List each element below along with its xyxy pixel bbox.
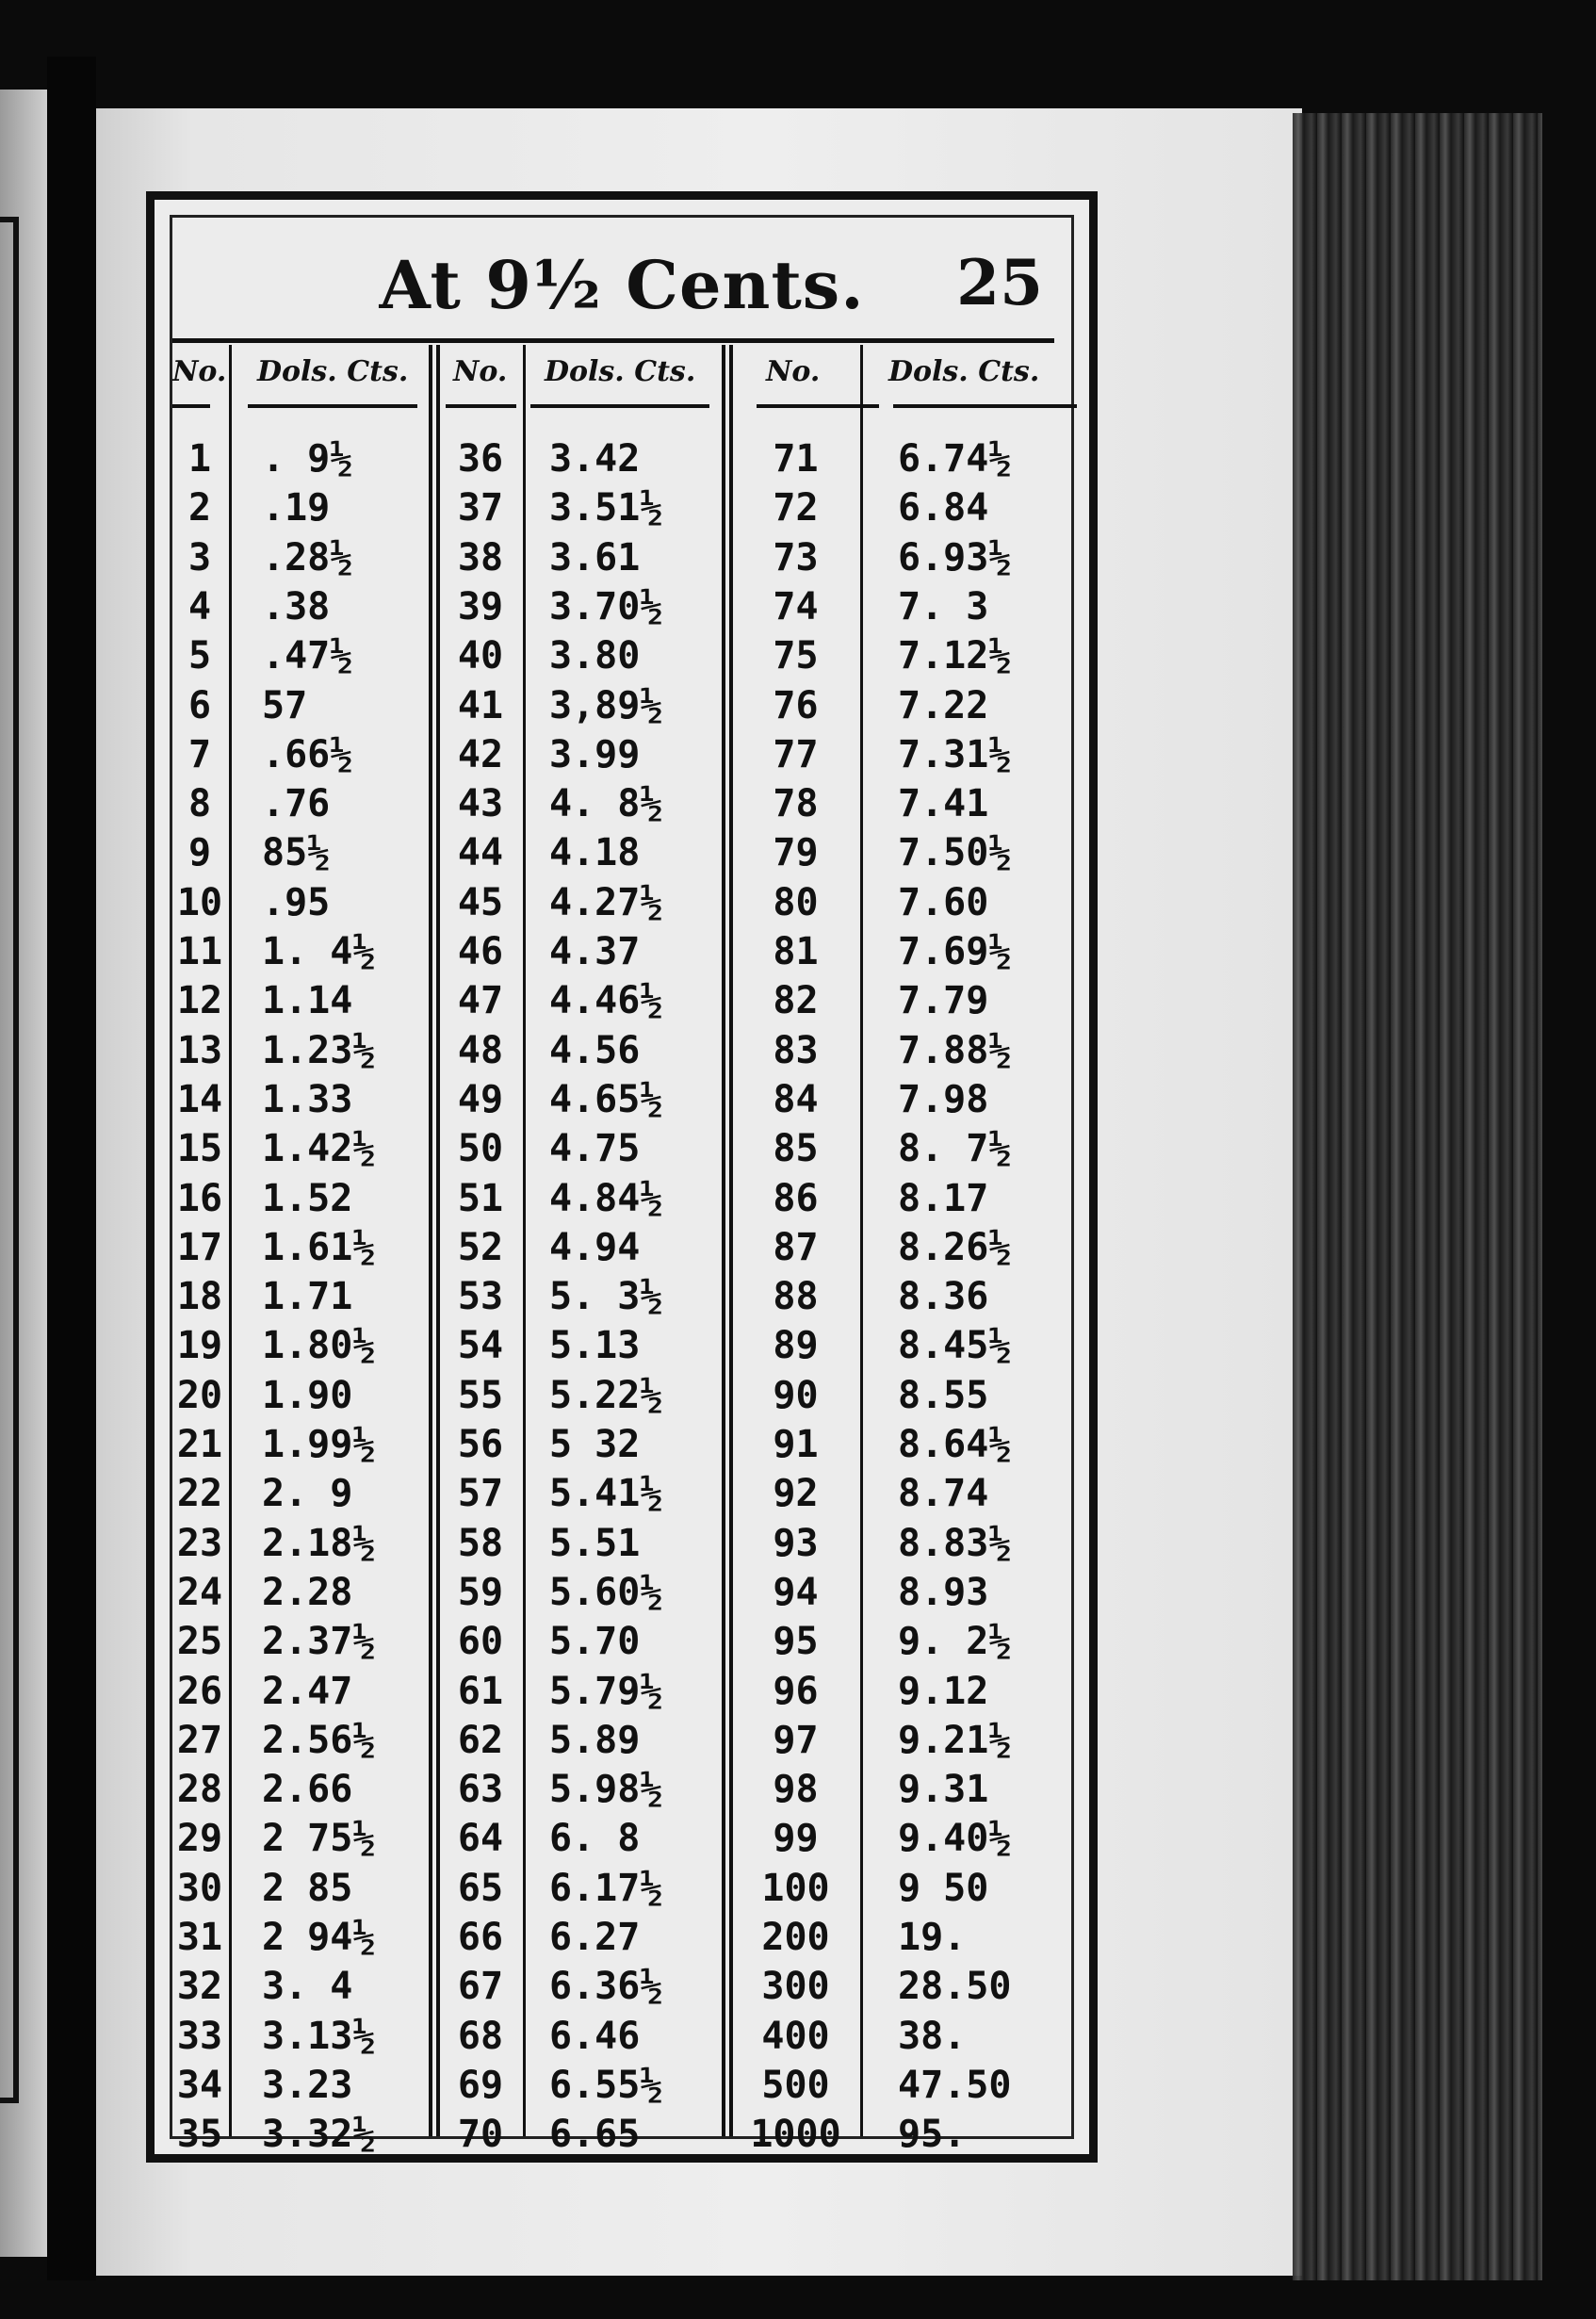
row-amount-col1: 57 <box>262 683 308 727</box>
ready-reckoner-table <box>146 191 1098 2163</box>
row-number-col2: 69 <box>457 2063 504 2107</box>
row-amount-col3: 47.50 <box>898 2063 1012 2107</box>
row-number-col3: 93 <box>773 1521 819 1565</box>
row-amount-col1: 3. 4 <box>262 1965 353 2009</box>
row-number-col1: 15 <box>176 1127 223 1171</box>
row-amount-col2: 3.42 <box>549 437 641 481</box>
table-row <box>172 976 1071 1025</box>
table-row <box>172 1124 1071 1173</box>
row-amount-col3: 9.31 <box>898 1768 989 1812</box>
row-amount-col2: 3.70½ <box>549 584 663 629</box>
row-amount-col2: 6. 8 <box>549 1817 641 1861</box>
row-amount-col1: 2 85 <box>262 1866 353 1910</box>
row-number-col3: 90 <box>773 1373 819 1417</box>
row-number-col3: 86 <box>773 1176 819 1220</box>
row-amount-col2: 3,89½ <box>549 683 663 727</box>
row-amount-col3: 9. 2½ <box>898 1620 1012 1664</box>
row-number-col1: 10 <box>176 880 223 924</box>
dols-cts-header-1: Dols. Cts. <box>257 355 409 388</box>
row-amount-col1: 3.23 <box>262 2063 353 2107</box>
row-number-col2: 59 <box>457 1570 504 1614</box>
row-amount-col2: 6.17½ <box>549 1866 663 1910</box>
table-row <box>172 1371 1071 1420</box>
table-row <box>172 582 1071 631</box>
page-number: 25 <box>956 246 1043 319</box>
row-amount-col1: 2.47 <box>262 1669 353 1713</box>
row-amount-col1: .47½ <box>262 634 353 678</box>
row-number-col2: 40 <box>457 634 504 678</box>
row-amount-col1: .76 <box>262 782 331 826</box>
row-amount-col2: 5.51 <box>549 1521 641 1565</box>
row-amount-col1: 2. 9 <box>262 1472 353 1516</box>
row-number-col1: 35 <box>176 2113 223 2157</box>
row-number-col1: 17 <box>176 1225 223 1269</box>
row-number-col1: 30 <box>176 1866 223 1910</box>
no-header-2: No. <box>453 355 508 388</box>
row-number-col2: 53 <box>457 1275 504 1319</box>
row-amount-col2: 3.80 <box>549 634 641 678</box>
table-inner-frame <box>170 215 1074 2157</box>
row-amount-col1: .38 <box>262 584 331 629</box>
row-number-col2: 70 <box>457 2113 504 2157</box>
table-row <box>172 2012 1071 2061</box>
row-number-col2: 43 <box>457 782 504 826</box>
table-row <box>172 1617 1071 1666</box>
header-underline-4 <box>530 404 709 408</box>
row-amount-col3: 7.22 <box>898 683 989 727</box>
row-number-col2: 51 <box>457 1176 504 1220</box>
row-number-col3: 1000 <box>750 2113 841 2157</box>
table-row <box>172 483 1071 532</box>
row-number-col1: 29 <box>176 1817 223 1861</box>
row-amount-col3: 7.69½ <box>898 930 1012 973</box>
no-header-3: No. <box>766 355 821 388</box>
row-amount-col2: 4.75 <box>549 1127 641 1171</box>
row-amount-col1: 1.71 <box>262 1275 353 1319</box>
row-number-col3: 82 <box>773 979 819 1023</box>
table-row <box>172 878 1071 927</box>
row-amount-col3: 6.84 <box>898 486 989 531</box>
row-number-col3: 500 <box>761 2063 830 2107</box>
row-amount-col2: 3.99 <box>549 732 641 776</box>
row-number-col3: 97 <box>773 1718 819 1762</box>
row-amount-col3: 7.50½ <box>898 831 1012 875</box>
row-amount-col2: 5.60½ <box>549 1570 663 1614</box>
row-amount-col3: 8.17 <box>898 1176 989 1220</box>
row-number-col1: 32 <box>176 1965 223 2009</box>
page-title: At 9½ Cents. <box>379 246 865 324</box>
table-row <box>172 1321 1071 1370</box>
no-header-1: No. <box>172 355 227 388</box>
row-amount-col3: 95. <box>898 2113 967 2157</box>
row-amount-col3: 19. <box>898 1916 967 1959</box>
row-amount-col2: 4.84½ <box>549 1176 663 1220</box>
table-row <box>172 631 1071 680</box>
row-number-col3: 92 <box>773 1472 819 1516</box>
row-amount-col1: 3.32½ <box>262 2113 376 2157</box>
row-number-col3: 200 <box>761 1916 830 1959</box>
table-row <box>172 730 1071 779</box>
row-amount-col1: .95 <box>262 880 331 924</box>
row-number-col2: 65 <box>457 1866 504 1910</box>
row-number-col1: 13 <box>176 1028 223 1072</box>
row-number-col1: 1 <box>187 437 212 481</box>
table-row <box>172 1075 1071 1124</box>
row-amount-col2: 4.46½ <box>549 979 663 1023</box>
row-number-col1: 11 <box>176 930 223 973</box>
column-headers <box>172 348 1071 404</box>
table-row <box>172 1223 1071 1272</box>
row-number-col1: 31 <box>176 1916 223 1959</box>
header-underline-6 <box>893 404 1077 408</box>
row-number-col1: 21 <box>176 1423 223 1466</box>
row-number-col3: 77 <box>773 732 819 776</box>
row-number-col2: 47 <box>457 979 504 1023</box>
row-amount-col3: 7.88½ <box>898 1028 1012 1072</box>
row-number-col2: 56 <box>457 1423 504 1466</box>
row-amount-col1: 2.66 <box>262 1768 353 1812</box>
row-amount-col3: 8.45½ <box>898 1324 1012 1368</box>
row-amount-col3: 8.55 <box>898 1373 989 1417</box>
row-amount-col3: 8.26½ <box>898 1225 1012 1269</box>
row-amount-col3: 9 50 <box>898 1866 989 1910</box>
row-number-col2: 67 <box>457 1965 504 2009</box>
row-number-col3: 88 <box>773 1275 819 1319</box>
table-row <box>172 1519 1071 1568</box>
row-amount-col3: 8.93 <box>898 1570 989 1614</box>
row-amount-col3: 38. <box>898 2014 967 2058</box>
row-number-col1: 25 <box>176 1620 223 1664</box>
row-amount-col3: 6.74½ <box>898 437 1012 481</box>
header-rule <box>172 338 1054 343</box>
row-amount-col2: 5.70 <box>549 1620 641 1664</box>
row-number-col2: 60 <box>457 1620 504 1664</box>
row-number-col2: 62 <box>457 1718 504 1762</box>
row-number-col3: 73 <box>773 535 819 580</box>
row-amount-col3: 7.98 <box>898 1077 989 1121</box>
row-number-col2: 61 <box>457 1669 504 1713</box>
row-amount-col3: 7.41 <box>898 782 989 826</box>
table-row <box>172 1716 1071 1765</box>
row-amount-col2: 5.98½ <box>549 1768 663 1812</box>
row-number-col2: 58 <box>457 1521 504 1565</box>
row-amount-col1: 2 75½ <box>262 1817 376 1861</box>
row-amount-col2: 5.79½ <box>549 1669 663 1713</box>
row-number-col3: 72 <box>773 486 819 531</box>
row-number-col1: 9 <box>187 831 212 875</box>
row-number-col1: 34 <box>176 2063 223 2107</box>
row-number-col2: 41 <box>457 683 504 727</box>
row-number-col3: 74 <box>773 584 819 629</box>
table-row <box>172 828 1071 877</box>
table-row <box>172 2061 1071 2110</box>
row-number-col3: 80 <box>773 880 819 924</box>
row-number-col2: 46 <box>457 930 504 973</box>
row-amount-col3: 7.60 <box>898 880 989 924</box>
row-amount-col1: 2.18½ <box>262 1521 376 1565</box>
table-row <box>172 1420 1071 1469</box>
adjacent-page-edge <box>0 90 47 2257</box>
row-amount-col3: 9.40½ <box>898 1817 1012 1861</box>
row-number-col1: 7 <box>187 732 212 776</box>
row-number-col2: 42 <box>457 732 504 776</box>
row-number-col1: 2 <box>187 486 212 531</box>
row-amount-col1: 1.99½ <box>262 1423 376 1466</box>
row-amount-col2: 4.94 <box>549 1225 641 1269</box>
row-amount-col2: 6.36½ <box>549 1965 663 2009</box>
table-row <box>172 2110 1071 2159</box>
dols-cts-header-2: Dols. Cts. <box>545 355 696 388</box>
row-number-col2: 37 <box>457 486 504 531</box>
table-row <box>172 1667 1071 1716</box>
row-number-col3: 400 <box>761 2014 830 2058</box>
row-amount-col2: 4. 8½ <box>549 782 663 826</box>
row-amount-col2: 6.55½ <box>549 2063 663 2107</box>
row-amount-col2: 5.41½ <box>549 1472 663 1516</box>
row-amount-col1: 1.23½ <box>262 1028 376 1072</box>
table-row <box>172 1174 1071 1223</box>
row-number-col2: 36 <box>457 437 504 481</box>
row-number-col3: 75 <box>773 634 819 678</box>
row-number-col2: 66 <box>457 1916 504 1959</box>
row-amount-col1: 1.61½ <box>262 1225 376 1269</box>
row-number-col1: 24 <box>176 1570 223 1614</box>
row-amount-col3: 9.12 <box>898 1669 989 1713</box>
row-number-col1: 22 <box>176 1472 223 1516</box>
row-number-col2: 38 <box>457 535 504 580</box>
row-number-col2: 44 <box>457 831 504 875</box>
table-row <box>172 779 1071 828</box>
table-row <box>172 1026 1071 1075</box>
row-number-col1: 3 <box>187 535 212 580</box>
row-amount-col1: .66½ <box>262 732 353 776</box>
row-amount-col2: 4.37 <box>549 930 641 973</box>
row-number-col3: 85 <box>773 1127 819 1171</box>
row-number-col2: 39 <box>457 584 504 629</box>
row-amount-col1: 1.14 <box>262 979 353 1023</box>
table-row <box>172 681 1071 730</box>
row-amount-col2: 4.65½ <box>549 1077 663 1121</box>
row-number-col3: 94 <box>773 1570 819 1614</box>
table-row <box>172 533 1071 582</box>
row-amount-col2: 3.61 <box>549 535 641 580</box>
row-number-col2: 55 <box>457 1373 504 1417</box>
book-gutter <box>47 57 96 2280</box>
row-number-col1: 16 <box>176 1176 223 1220</box>
row-number-col3: 100 <box>761 1866 830 1910</box>
row-amount-col1: 2.28 <box>262 1570 353 1614</box>
row-number-col3: 99 <box>773 1817 819 1861</box>
row-number-col3: 98 <box>773 1768 819 1812</box>
row-number-col3: 79 <box>773 831 819 875</box>
table-row <box>172 1469 1071 1518</box>
row-number-col3: 78 <box>773 782 819 826</box>
row-number-col1: 8 <box>187 782 212 826</box>
row-amount-col1: 2.56½ <box>262 1718 376 1762</box>
row-amount-col2: 5. 3½ <box>549 1275 663 1319</box>
table-row <box>172 927 1071 976</box>
table-row <box>172 1864 1071 1913</box>
row-number-col3: 76 <box>773 683 819 727</box>
row-amount-col3: 8. 7½ <box>898 1127 1012 1171</box>
row-number-col1: 33 <box>176 2014 223 2058</box>
table-row <box>172 1913 1071 1962</box>
row-amount-col2: 5.22½ <box>549 1373 663 1417</box>
row-number-col2: 48 <box>457 1028 504 1072</box>
row-number-col2: 68 <box>457 2014 504 2058</box>
table-row <box>172 1765 1071 1814</box>
row-amount-col1: 1.80½ <box>262 1324 376 1368</box>
row-amount-col1: 2.37½ <box>262 1620 376 1664</box>
header-underline-1 <box>172 404 210 408</box>
row-number-col1: 12 <box>176 979 223 1023</box>
row-number-col3: 91 <box>773 1423 819 1466</box>
row-amount-col1: 1.90 <box>262 1373 353 1417</box>
row-number-col2: 54 <box>457 1324 504 1368</box>
table-row <box>172 1814 1071 1863</box>
row-amount-col2: 5.89 <box>549 1718 641 1762</box>
row-amount-col3: 28.50 <box>898 1965 1012 2009</box>
row-number-col3: 89 <box>773 1324 819 1368</box>
row-number-col2: 49 <box>457 1077 504 1121</box>
table-row <box>172 1962 1071 2011</box>
row-amount-col2: 3.51½ <box>549 486 663 531</box>
row-amount-col1: 3.13½ <box>262 2014 376 2058</box>
row-number-col2: 45 <box>457 880 504 924</box>
page-stack-edge <box>1293 113 1542 2280</box>
row-number-col1: 5 <box>187 634 212 678</box>
row-number-col1: 26 <box>176 1669 223 1713</box>
row-amount-col3: 7.12½ <box>898 634 1012 678</box>
dols-cts-header-3: Dols. Cts. <box>888 355 1040 388</box>
row-amount-col3: 7.31½ <box>898 732 1012 776</box>
row-amount-col1: 1.33 <box>262 1077 353 1121</box>
row-amount-col2: 4.27½ <box>549 880 663 924</box>
row-amount-col1: .28½ <box>262 535 353 580</box>
row-number-col1: 23 <box>176 1521 223 1565</box>
row-number-col1: 18 <box>176 1275 223 1319</box>
row-number-col1: 6 <box>187 683 212 727</box>
row-amount-col3: 6.93½ <box>898 535 1012 580</box>
row-amount-col1: 85½ <box>262 831 331 875</box>
row-number-col2: 63 <box>457 1768 504 1812</box>
row-number-col1: 27 <box>176 1718 223 1762</box>
row-amount-col1: .19 <box>262 486 331 531</box>
row-amount-col2: 6.46 <box>549 2014 641 2058</box>
row-number-col2: 50 <box>457 1127 504 1171</box>
row-amount-col3: 8.64½ <box>898 1423 1012 1466</box>
row-number-col1: 4 <box>187 584 212 629</box>
row-amount-col2: 6.27 <box>549 1916 641 1959</box>
row-number-col3: 71 <box>773 437 819 481</box>
row-number-col1: 14 <box>176 1077 223 1121</box>
row-number-col3: 300 <box>761 1965 830 2009</box>
row-amount-col2: 6.65 <box>549 2113 641 2157</box>
row-number-col3: 87 <box>773 1225 819 1269</box>
row-amount-col1: 1. 4½ <box>262 930 376 973</box>
row-number-col2: 57 <box>457 1472 504 1516</box>
row-amount-col1: . 9½ <box>262 437 353 481</box>
row-amount-col2: 5 32 <box>549 1423 641 1466</box>
row-amount-col2: 5.13 <box>549 1324 641 1368</box>
row-number-col3: 81 <box>773 930 819 973</box>
row-amount-col3: 8.36 <box>898 1275 989 1319</box>
row-amount-col2: 4.56 <box>549 1028 641 1072</box>
row-amount-col3: 8.83½ <box>898 1521 1012 1565</box>
header-underline-2 <box>248 404 417 408</box>
row-amount-col2: 4.18 <box>549 831 641 875</box>
adjacent-page-frame <box>0 217 19 2103</box>
table-row <box>172 1568 1071 1617</box>
row-amount-col3: 7.79 <box>898 979 989 1023</box>
row-number-col3: 96 <box>773 1669 819 1713</box>
row-amount-col3: 9.21½ <box>898 1718 1012 1762</box>
row-number-col3: 84 <box>773 1077 819 1121</box>
row-number-col3: 83 <box>773 1028 819 1072</box>
row-amount-col1: 2 94½ <box>262 1916 376 1959</box>
table-row <box>172 434 1071 483</box>
table-row <box>172 1272 1071 1321</box>
row-amount-col3: 8.74 <box>898 1472 989 1516</box>
row-number-col1: 20 <box>176 1373 223 1417</box>
row-number-col2: 52 <box>457 1225 504 1269</box>
header-underline-3 <box>446 404 516 408</box>
row-amount-col3: 7. 3 <box>898 584 989 629</box>
row-amount-col1: 1.52 <box>262 1176 353 1220</box>
row-number-col3: 95 <box>773 1620 819 1664</box>
row-number-col1: 28 <box>176 1768 223 1812</box>
row-number-col2: 64 <box>457 1817 504 1861</box>
row-amount-col1: 1.42½ <box>262 1127 376 1171</box>
row-number-col1: 19 <box>176 1324 223 1368</box>
